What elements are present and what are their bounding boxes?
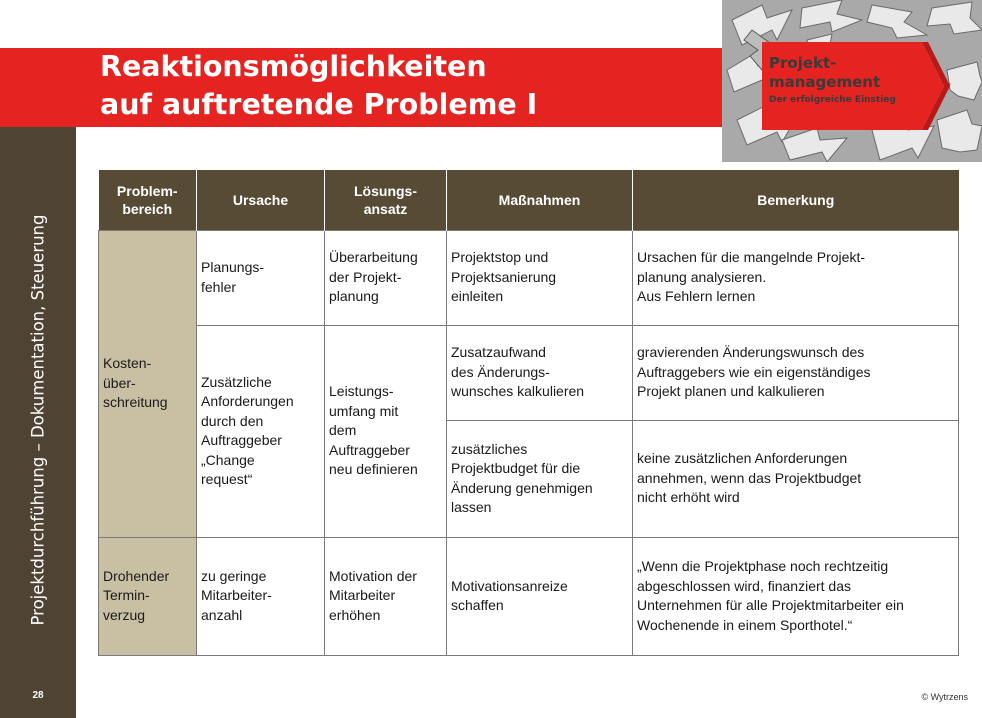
- problems-table: [98, 170, 959, 656]
- cell-problem-kosten: Kosten- über- schreitung: [99, 230, 197, 537]
- title-line-2: auf auftretende Probleme I: [100, 88, 538, 121]
- cell-massnahme: Motivationsanreize schaffen: [447, 537, 633, 655]
- header-problembereich: Problem- bereich: [99, 170, 197, 230]
- cell-massnahme: Zusatzaufwand des Änderungs- wunsches kalkulieren: [447, 325, 633, 420]
- table-row: [99, 325, 959, 420]
- logo-line-3: Der erfolgreiche Einstieg: [769, 95, 896, 105]
- cell-bemerkung: gravierenden Änderungswunsch des Auftraggebers wie ein eigenständiges Projekt planen und kalkulieren: [633, 325, 959, 420]
- table-header-row: [99, 170, 959, 230]
- cell-loesung: Motivation der Mitarbeiter erhöhen: [325, 537, 447, 655]
- cell-loesung: Überarbeitung der Projekt- planung: [325, 230, 447, 325]
- cell-bemerkung: keine zusätzlichen Anforderungen annehmen, wenn das Projektbudget nicht erhöht wird: [633, 420, 959, 537]
- header-ursache: Ursache: [197, 170, 325, 230]
- sidebar-section-label: Projektdurchführung – Dokumentation, Steuerung: [28, 214, 48, 626]
- cell-ursache: Planungs- fehler: [197, 230, 325, 325]
- slide-title: [100, 48, 537, 124]
- table-row: [99, 537, 959, 655]
- cell-bemerkung: Ursachen für die mangelnde Projekt- planung analysieren. Aus Fehlern lernen: [633, 230, 959, 325]
- cell-loesung: Leistungs- umfang mit dem Auftraggeber neu definieren: [325, 325, 447, 537]
- header-bemerkung: Bemerkung: [633, 170, 959, 230]
- copyright-note: © Wytrzens: [921, 692, 968, 702]
- logo-line-2: management: [769, 73, 881, 91]
- cell-ursache: zu geringe Mitarbeiter- anzahl: [197, 537, 325, 655]
- header-massnahmen: Maßnahmen: [447, 170, 633, 230]
- book-logo: [769, 54, 896, 108]
- cell-massnahme: Projektstop und Projektsanierung einleiten: [447, 230, 633, 325]
- cell-bemerkung: „Wenn die Projektphase noch rechtzeitig abgeschlossen wird, finanziert das Unternehmen für alle Projektmitarbeiter ein Wochenende in einem Sporthotel.“: [633, 537, 959, 655]
- table-row: [99, 230, 959, 325]
- cell-ursache: Zusätzliche Anforderungen durch den Auftraggeber „Change request“: [197, 325, 325, 537]
- page-number: 28: [32, 690, 44, 701]
- header-loesungsansatz: Lösungs- ansatz: [325, 170, 447, 230]
- cell-massnahme: zusätzliches Projektbudget für die Änderung genehmigen lassen: [447, 420, 633, 537]
- title-line-1: Reaktionsmöglichkeiten: [100, 50, 487, 83]
- logo-line-1: Projekt-: [769, 54, 837, 72]
- cell-problem-termin: Drohender Termin- verzug: [99, 537, 197, 655]
